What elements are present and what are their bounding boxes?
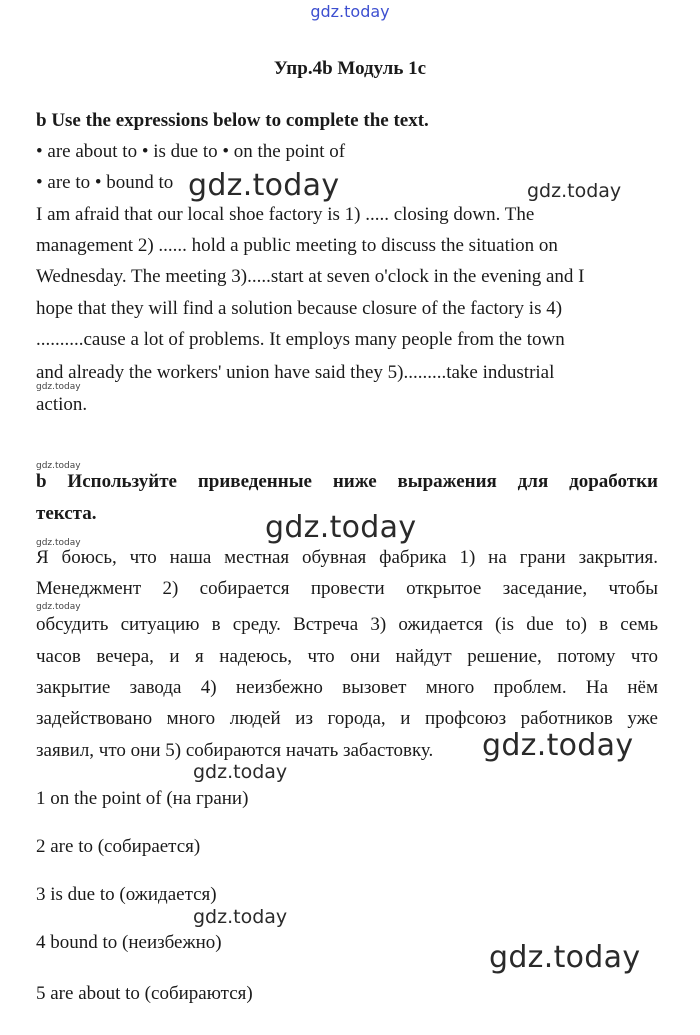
watermark: gdz.today <box>188 168 340 203</box>
russian-text-line: часов вечера, и я надеюсь, что они найдут решение, потому что <box>36 646 658 667</box>
russian-text-line: закрытие завода 4) неизбежно вызовет много проблем. На нём <box>36 677 658 698</box>
expressions-line-1: • are about to • is due to • on the point of <box>36 141 346 162</box>
english-text-line: management 2) ...... hold a public meeting to discuss the situation on <box>36 235 558 256</box>
watermark: gdz.today <box>36 461 81 471</box>
english-text-line: I am afraid that our local shoe factory is 1) ..... closing down. The <box>36 204 535 225</box>
watermark-top[interactable]: gdz.today <box>310 2 390 21</box>
watermark: gdz.today <box>265 510 417 545</box>
answer-item: 5 are about to (собираются) <box>36 983 253 1004</box>
english-text-line: hope that they will find a solution because closure of the factory is 4) <box>36 298 563 319</box>
watermark: gdz.today <box>527 180 622 202</box>
russian-text-line: Я боюсь, что наша местная обувная фабрика 1) на грани закрытия. <box>36 547 658 568</box>
english-text-line: action. <box>36 394 88 415</box>
english-text-line: ..........cause a lot of problems. It employs many people from the town <box>36 329 565 350</box>
watermark: gdz.today <box>36 602 81 612</box>
page-title: Упр.4b Модуль 1c <box>273 58 427 79</box>
russian-text-line: задействовано много людей из города, и профсоюз работников уже <box>36 708 658 729</box>
watermark: gdz.today <box>36 382 81 392</box>
watermark: gdz.today <box>193 906 288 928</box>
english-text-line: and already the workers' union have said they 5).........take industrial <box>36 362 555 383</box>
russian-text-line: Менеджмент 2) собирается провести открытое заседание, чтобы <box>36 578 658 599</box>
russian-text-line: обсудить ситуацию в среду. Встреча 3) ожидается (is due to) в семь <box>36 614 658 635</box>
watermark: gdz.today <box>489 940 641 975</box>
answer-item: 3 is due to (ожидается) <box>36 884 217 905</box>
english-text-line: Wednesday. The meeting 3).....start at seven o'clock in the evening and I <box>36 266 585 287</box>
watermark: gdz.today <box>482 728 634 763</box>
russian-heading-line-1: b Используйте приведенные ниже выражения для доработки <box>36 471 658 492</box>
watermark: gdz.today <box>36 538 81 548</box>
russian-text-line: заявил, что они 5) собираются начать забастовку. <box>36 740 434 761</box>
watermark: gdz.today <box>193 761 288 783</box>
answer-item: 4 bound to (неизбежно) <box>36 932 222 953</box>
expressions-line-2: • are to • bound to <box>36 172 174 193</box>
english-heading: b Use the expressions below to complete the text. <box>36 110 429 131</box>
answer-item: 1 on the point of (на грани) <box>36 788 249 809</box>
answer-item: 2 are to (собирается) <box>36 836 201 857</box>
russian-heading-line-2: текста. <box>36 503 97 524</box>
